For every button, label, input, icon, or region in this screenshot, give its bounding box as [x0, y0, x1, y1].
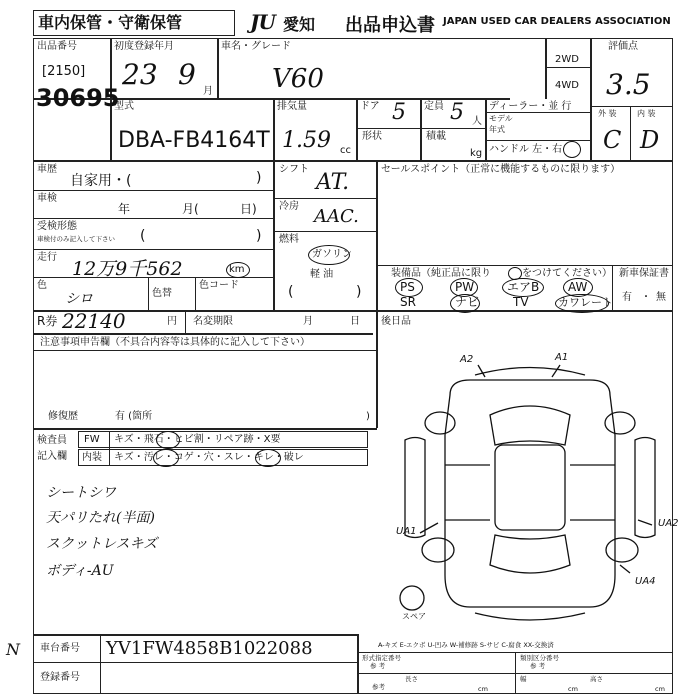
received-form-close: ) [256, 228, 262, 244]
history-label: 車歴 [37, 164, 57, 175]
history-value: 自家用・( [70, 173, 132, 189]
fuel-open: ( [288, 284, 294, 300]
load-label: 積載 [426, 131, 446, 142]
model-year-label-2: 年式 [489, 125, 505, 134]
shift-label: シフト [279, 164, 309, 175]
handle-right-circle [563, 141, 581, 158]
drive-2wd: 2WD [555, 54, 579, 65]
notes-label: 注意事項申告欄（不具合内容等は具体的に記入して下さい） [40, 337, 310, 348]
equipment-navi-circle [450, 294, 480, 313]
ac-label: 冷房 [279, 201, 299, 212]
fuel-label: 燃料 [279, 234, 299, 245]
repair-value: 有 (箇所 [115, 411, 153, 422]
inspector-interior-items: キズ・汚レ・コゲ・穴・スレ・キレ・破レ [114, 452, 304, 463]
note-scuff-plate: スクットレスキズ [46, 536, 158, 552]
inspector-label-1: 検査員 [37, 435, 67, 446]
capacity-label: 定員 [424, 101, 444, 112]
lot-number: 30695 [36, 84, 120, 112]
exterior-label: 外 装 [598, 109, 617, 118]
capacity-value: 5 [450, 100, 464, 125]
dimension-width: 幅 [520, 675, 527, 683]
inspection-year: 年 [118, 202, 131, 216]
equipment-aw: AW [568, 280, 588, 294]
recycle-label: R券 [37, 314, 58, 328]
dimension-width-unit: cm [568, 685, 578, 693]
equipment-leather-circle [555, 294, 609, 313]
margin-mark: N [6, 640, 20, 659]
registration-month-unit: 月 [203, 86, 213, 97]
type-value: DBA-FB4164T [118, 128, 270, 153]
warranty-no: 無 [656, 292, 666, 303]
displacement-value: 1.59 [282, 128, 331, 153]
dimension-height: 高さ [590, 675, 603, 683]
warranty-sep: ・ [641, 292, 651, 303]
rating-label: 評価点 [608, 41, 638, 52]
interior-wear-circle [255, 449, 281, 467]
model-value: V60 [272, 64, 324, 94]
history-close: ) [256, 170, 262, 186]
dimension-height-unit: cm [655, 685, 665, 693]
category-spec-ref: 参 考 [530, 662, 546, 670]
dealer-label: ディーラー・並 行 [489, 101, 572, 112]
registration-month: 9 [178, 58, 196, 91]
color-value: シロ [65, 291, 93, 307]
model-year-label-1: モデル [489, 114, 513, 123]
interior-stain-circle [153, 449, 179, 467]
name-change-day: 日 [350, 316, 360, 327]
fw-chip-circle [156, 431, 180, 449]
displacement-unit: cc [340, 145, 351, 156]
mileage-value: 12万9千562 [72, 258, 183, 280]
doors-value: 5 [392, 100, 406, 125]
type-label: 型式 [114, 101, 134, 112]
fuel-diesel: 軽 油 [310, 269, 334, 280]
equipment-airbag-circle [502, 278, 544, 297]
model-spec-label: 形式指定番号 [362, 654, 401, 662]
name-change-month: 月 [303, 316, 313, 327]
interior-grade: D [640, 126, 660, 154]
model-label: 車名・グレード [221, 41, 291, 52]
equipment-airbag: エアB [507, 280, 540, 294]
equipment-ps: PS [400, 280, 415, 294]
damage-legend: A-キズ E-エクボ U-凹み W-補修跡 S-サビ C-腐食 XX-交換済 [378, 641, 554, 649]
damage-ua1: UA1 [396, 526, 417, 537]
registration-label: 初度登録年月 [114, 41, 174, 52]
doors-label: ドア [360, 101, 380, 112]
received-form-note: 車検付のみ記入して下さい [37, 235, 115, 243]
repair-close: ) [366, 411, 370, 422]
storage-title: 車内保管・守衛保管 [38, 13, 183, 32]
recycle-unit: 円 [167, 316, 177, 327]
inspector-label-2: 記入欄 [37, 451, 67, 462]
inspector-fw: FW [84, 434, 100, 445]
inspector-interior: 内装 [82, 452, 102, 463]
brand-name: 愛知 [283, 15, 316, 34]
car-damage-diagram [390, 345, 680, 635]
lot-bracket-number: [2150] [42, 64, 86, 79]
fuel-gasoline: ガソリン [312, 249, 352, 260]
equipment-sr: SR [400, 295, 416, 309]
equipment-navi: ナビ [455, 295, 480, 309]
note-body: ボディ-AU [46, 563, 114, 579]
damage-ua2: UA2 [658, 518, 679, 529]
spare-label: スペア [402, 612, 426, 621]
warranty-yes: 有 [622, 292, 632, 303]
color-label: 色 [37, 280, 47, 291]
load-unit: kg [470, 148, 483, 159]
inspection-label: 車検 [37, 193, 57, 204]
interior-label: 内 装 [637, 109, 656, 118]
received-form-label: 受検形態 [37, 221, 77, 232]
color-code-label: 色コード [199, 280, 239, 291]
warranty-label: 新車保証書 [619, 268, 669, 279]
dimension-length: 長さ [405, 675, 418, 683]
equipment-tv: TV [513, 295, 529, 309]
color-change-label: 色替 [152, 288, 172, 299]
exterior-grade: C [603, 126, 622, 154]
association-name: JAPAN USED CAR DEALERS ASSOCIATION [443, 16, 671, 27]
received-form-open: ( [140, 228, 146, 244]
equipment-leather: カワレート [558, 296, 613, 309]
shape-label: 形状 [362, 131, 382, 142]
damage-a2: A2 [460, 354, 474, 365]
chassis-label: 車台番号 [40, 643, 80, 654]
equipment-label: 装備品（純正品に限り [391, 268, 491, 279]
capacity-unit: 人 [472, 116, 482, 127]
inspection-month: 月( [182, 202, 199, 216]
rating-value: 3.5 [606, 68, 651, 101]
equipment-label-2: をつけてください） [522, 268, 612, 279]
handle-label: ハンドル 左・右 [489, 144, 563, 155]
registration-no-label: 登録番号 [40, 672, 80, 683]
category-spec-label: 類別区分番号 [520, 654, 559, 662]
lot-label: 出品番号 [37, 41, 77, 52]
fuel-close: ) [356, 284, 362, 300]
note-seat-wrinkle: シートシワ [46, 485, 116, 501]
equipment-pw: PW [455, 280, 475, 294]
postscript-label: 後日品 [381, 316, 411, 327]
mileage-label: 走行 [37, 252, 57, 263]
damage-a1: A1 [555, 352, 569, 363]
repair-label: 修復歴 [48, 411, 78, 422]
dimension-length-unit: cm [478, 685, 488, 693]
equipment-ps-circle [395, 278, 423, 297]
sales-point-label: セールスポイント（正常に機能するものに限ります） [381, 164, 621, 175]
shift-value: AT. [316, 170, 350, 195]
ac-value: AAC. [314, 206, 359, 227]
name-change-label: 名変期限 [193, 316, 233, 327]
registration-year: 23 [122, 58, 158, 91]
mileage-unit: km [229, 264, 245, 275]
model-spec-ref: 参 考 [370, 662, 386, 670]
ju-logo: JU [250, 10, 275, 34]
displacement-label: 排気量 [277, 101, 307, 112]
damage-ua4: UA4 [635, 576, 656, 587]
dimension-ref: 参考 [372, 683, 385, 691]
recycle-value: 22140 [62, 309, 126, 333]
note-headliner: 天パリたれ(半面) [46, 510, 155, 526]
drive-4wd: 4WD [555, 80, 579, 91]
inspector-fw-items: キズ・飛石・ヒビ割・リペア跡・X要 [114, 434, 281, 445]
inspection-day: 日) [240, 202, 257, 216]
form-title: 出品申込書 [345, 15, 435, 36]
chassis-value: YV1FW4858B1022088 [106, 638, 313, 659]
